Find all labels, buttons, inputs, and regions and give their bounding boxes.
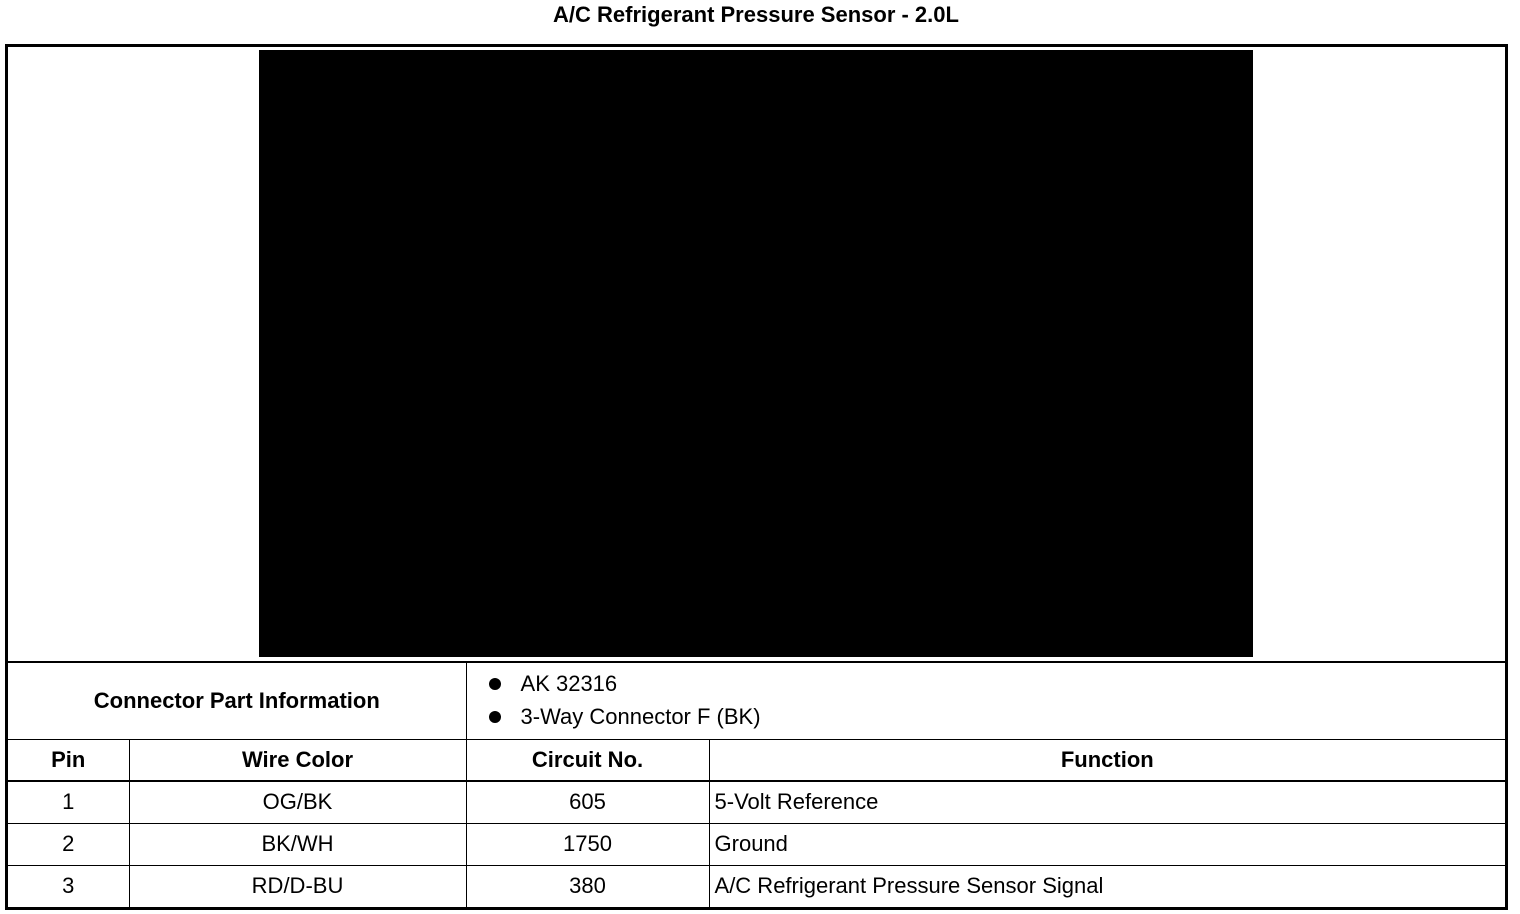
connector-image xyxy=(259,50,1253,657)
wire-color-cell: RD/D-BU xyxy=(129,865,466,907)
table-header-row xyxy=(8,739,1505,781)
table-row xyxy=(8,781,1505,823)
circuit-no-cell: 1750 xyxy=(466,823,709,865)
column-header-function: Function xyxy=(709,739,1505,781)
column-header-wire-color: Wire Color xyxy=(129,739,466,781)
connector-info-row xyxy=(8,663,1505,739)
table-row xyxy=(8,865,1505,907)
pinout-table xyxy=(8,663,1505,907)
circuit-no-cell: 380 xyxy=(466,865,709,907)
pin-cell: 2 xyxy=(8,823,129,865)
function-cell: Ground xyxy=(709,823,1505,865)
connector-frame xyxy=(5,44,1508,910)
wire-color-cell: OG/BK xyxy=(129,781,466,823)
connector-info-label: Connector Part Information xyxy=(8,663,466,739)
function-cell: A/C Refrigerant Pressure Sensor Signal xyxy=(709,865,1505,907)
connector-info-text: AK 32316 xyxy=(520,671,618,697)
function-cell: 5-Volt Reference xyxy=(709,781,1505,823)
pin-cell: 1 xyxy=(8,781,129,823)
connector-info-list xyxy=(466,663,1505,739)
column-header-pin: Pin xyxy=(8,739,129,781)
bullet-icon xyxy=(489,711,501,723)
wire-color-cell: BK/WH xyxy=(129,823,466,865)
bullet-icon xyxy=(489,678,501,690)
circuit-no-cell: 605 xyxy=(466,781,709,823)
connector-info-text: 3-Way Connector F (BK) xyxy=(520,704,761,730)
connector-image-area xyxy=(8,47,1505,663)
pin-cell: 3 xyxy=(8,865,129,907)
page-title: A/C Refrigerant Pressure Sensor - 2.0L xyxy=(553,2,959,27)
column-header-circuit-no: Circuit No. xyxy=(466,739,709,781)
table-row xyxy=(8,823,1505,865)
connector-info-item xyxy=(489,701,1506,734)
connector-info-item xyxy=(489,668,1506,701)
